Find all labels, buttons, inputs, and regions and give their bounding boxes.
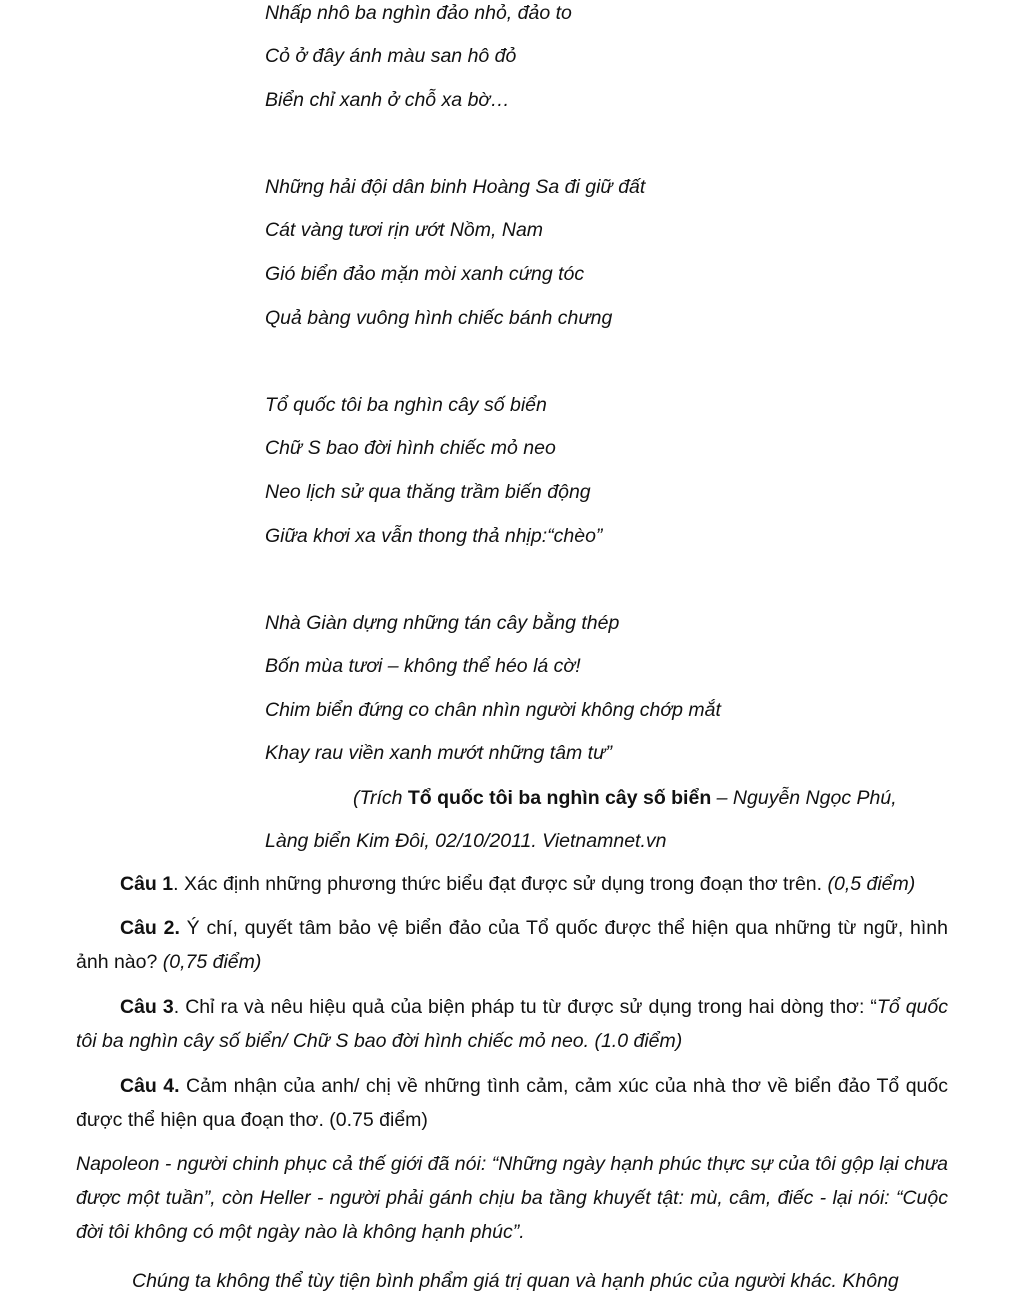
citation-prefix: (Trích [353, 787, 408, 809]
poem-line: Cát vàng tươi rịn ướt Nồm, Nam [265, 219, 544, 241]
poem-line: Nhấp nhô ba nghìn đảo nhỏ, đảo to [265, 2, 572, 24]
citation-suffix: – Nguyễn Ngọc Phú, [711, 787, 897, 809]
poem-line: Nhà Giàn dựng những tán cây bằng thép [265, 612, 620, 634]
poem-line: Gió biển đảo mặn mòi xanh cứng tóc [265, 263, 585, 285]
citation-line-2: Làng biển Kim Đôi, 02/10/2011. Vietnamnet.vn [265, 830, 667, 852]
question-3 [76, 990, 948, 1058]
question-3-label: Câu 3 [120, 996, 174, 1018]
poem-line: Những hải đội dân binh Hoàng Sa đi giữ đất [265, 176, 646, 198]
question-3-quote: Tổ quốc tôi ba nghìn cây số biển/ Chữ S bao đời hình chiếc mỏ neo. (1.0 điểm) [76, 996, 948, 1052]
question-2 [76, 911, 948, 979]
question-1-text: Xác định những phương thức biểu đạt được sử dụng trong đoạn thơ trên. [178, 873, 828, 895]
question-4 [76, 1069, 948, 1137]
poem-line: Cỏ ở đây ánh màu san hô đỏ [265, 45, 517, 67]
poem-line: Khay rau viền xanh mướt những tâm tư” [265, 742, 612, 764]
question-4-text: Cảm nhận của anh/ chị về những tình cảm, cảm xúc của nhà thơ về biển đảo Tổ quốc được thể hiện qua đoạn thơ. (0.75 điểm) [76, 1075, 948, 1131]
question-2-label: Câu 2. [120, 917, 180, 939]
question-2-text: Ý chí, quyết tâm bảo vệ biển đảo của Tổ quốc được thể hiện qua những từ ngữ, hình ảnh nào? [76, 917, 948, 973]
question-1-points: (0,5 điểm) [827, 873, 916, 895]
poem-line: Quả bàng vuông hình chiếc bánh chưng [265, 307, 613, 329]
citation-title: Tổ quốc tôi ba nghìn cây số biển [407, 787, 712, 809]
question-1 [76, 867, 948, 901]
question-2-points: (0,75 điểm) [162, 951, 262, 973]
question-4-label: Câu 4. [120, 1075, 180, 1097]
question-3-text: . Chỉ ra và nêu hiệu quả của biện pháp tu từ được sử dụng trong hai dòng thơ: “ [173, 996, 877, 1018]
poem-line: Giữa khơi xa vẫn thong thả nhịp:“chèo” [265, 525, 603, 547]
poem-line: Tổ quốc tôi ba nghìn cây số biển [265, 394, 547, 416]
poem-line: Biển chỉ xanh ở chỗ xa bờ… [265, 89, 510, 111]
poem-line: Bốn mùa tươi – không thể héo lá cờ! [265, 655, 581, 677]
poem-line: Chữ S bao đời hình chiếc mỏ neo [265, 437, 556, 459]
poem-line: Chim biển đứng co chân nhìn người không chớp mắt [265, 699, 721, 721]
citation-line-1 [353, 786, 897, 810]
question-1-label: Câu 1 [120, 873, 174, 895]
reading-passage: Napoleon - người chinh phục cả thế giới đã nói: “Những ngày hạnh phúc thực sự của tôi gộp lại chưa được một tuần”, còn Heller - người phải gánh chịu ba tầng khuyết tật: mù, câm, điếc - lại nói: “Cuộc đời tôi không có một ngày nào là không hạnh phúc”. [76, 1153, 948, 1243]
poem-line: Neo lịch sử qua thăng trầm biến động [265, 481, 591, 503]
question-1-dot: . [173, 873, 179, 895]
reading-passage-cutoff: Chúng ta không thể tùy tiện bình phẩm giá trị quan và hạnh phúc của người khác. Không [132, 1270, 899, 1292]
